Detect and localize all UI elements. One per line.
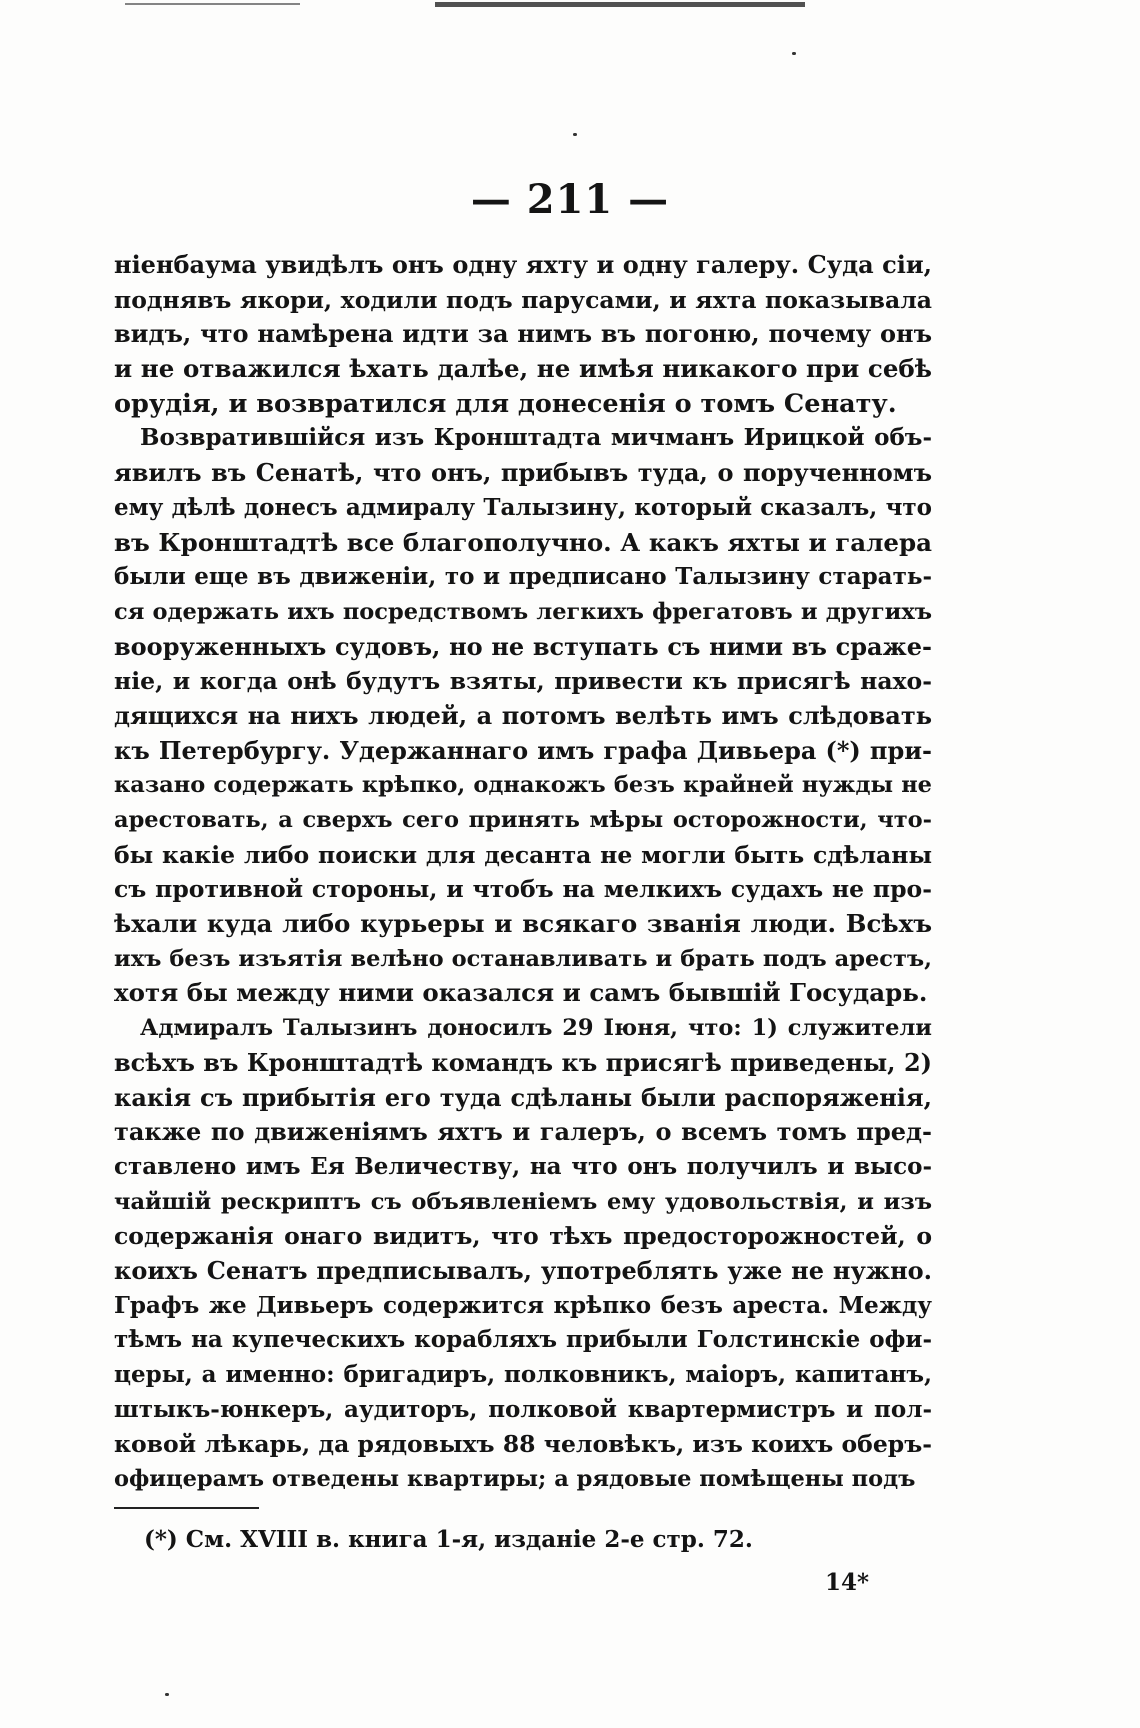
text-line: явилъ въ Сенатѣ, что онъ, прибывъ туда, о порученномъ — [114, 458, 932, 488]
print-speck — [573, 133, 577, 136]
text-line: ковой лѣкарь, да рядовыхъ 88 человѣкъ, изъ коихъ оберъ- — [114, 1430, 932, 1459]
print-speck — [165, 1693, 169, 1696]
text-line: арестовать, а сверхъ сего принять мѣры осторожности, что- — [114, 807, 932, 833]
text-line: чайшій рескриптъ съ объявленіемъ ему удовольствія, и изъ — [114, 1188, 932, 1215]
text-line: видъ, что намѣрена идти за нимъ въ погоню, почему онъ — [114, 319, 932, 349]
text-line: коихъ Сенатъ предписывалъ, употреблять уже не нужно. — [114, 1255, 932, 1285]
text-line: штыкъ-юнкеръ, аудиторъ, полковой квартермистръ и пол- — [114, 1395, 932, 1423]
footnote: (*) См. XVIII в. книга 1-я, изданіе 2-е стр. 72. — [144, 1526, 753, 1553]
body-text — [114, 248, 932, 1497]
text-line: ніенбаума увидѣлъ онъ одну яхту и одну галеру. Суда сіи, — [114, 250, 932, 279]
top-edge-rule-right — [435, 2, 805, 7]
signature-mark: 14* — [825, 1569, 870, 1596]
top-edge-rule-left — [125, 3, 300, 5]
text-line: казано содержать крѣпко, однакожъ безъ крайней нужды не — [114, 772, 932, 799]
text-line: въ Кронштадтѣ все благополучно. А какъ яхты и галера — [114, 527, 932, 557]
text-line: ѣхали куда либо курьеры и всякаго званія люди. Всѣхъ — [114, 909, 932, 939]
text-line: ставлено имъ Ея Величеству, на что онъ получилъ и высо- — [114, 1152, 932, 1180]
page-number: — 211 — — [470, 176, 670, 223]
text-line: ніе, и когда онѣ будутъ взяты, привести къ присягѣ нахо- — [114, 667, 932, 696]
text-line: содержанія онаго видитъ, что тѣхъ предосторожностей, о — [114, 1222, 932, 1251]
text-line: были еще въ движеніи, то и предписано Талызину старать- — [114, 563, 932, 591]
text-line: бы какіе либо поиски для десанта не могли быть сдѣланы — [114, 840, 932, 869]
text-line: тѣмъ на купеческихъ корабляхъ прибыли Голстинскіе офи- — [114, 1326, 932, 1354]
text-line: офицерамъ отведены квартиры; а рядовые помѣщены подъ — [114, 1466, 916, 1493]
text-line: церы, а именно: бригадиръ, полковникъ, маіоръ, капитанъ, — [114, 1361, 932, 1388]
text-line: хотя бы между ними оказался и самъ бывшій Государь. — [114, 978, 928, 1008]
text-line: Графъ же Дивьеръ содержится крѣпко безъ ареста. Между — [114, 1291, 932, 1319]
text-line: ся одержать ихъ посредствомъ легкихъ фрегатовъ и другихъ — [114, 598, 932, 625]
text-line: всѣхъ въ Кронштадтѣ командъ къ присягѣ приведены, 2) — [114, 1047, 932, 1077]
text-line: дящихся на нихъ людей, а потомъ велѣть имъ слѣдовать — [114, 700, 932, 730]
text-line: какія съ прибытія его туда сдѣланы были распоряженія, — [114, 1082, 932, 1112]
text-line: съ противной стороны, и чтобъ на мелкихъ судахъ не про- — [114, 875, 932, 904]
text-line: ему дѣлѣ донесъ адмиралу Талызину, который сказалъ, что — [114, 493, 932, 521]
text-line: Возвратившійся изъ Кронштадта мичманъ Ирицкой объ- — [140, 424, 932, 452]
text-line: ихъ безъ изъятія велѣно останавливать и брать подъ арестъ, — [114, 945, 932, 972]
text-line: орудія, и возвратился для донесенія о томъ Сенату. — [114, 388, 897, 419]
text-line: вооруженныхъ судовъ, но не вступать съ ними въ сраже- — [114, 631, 932, 661]
text-line: къ Петербургу. Удержаннаго имъ графа Дивьера (*) при- — [114, 735, 932, 765]
text-line: Адмиралъ Талызинъ доносилъ 29 Іюня, что: 1) служители — [140, 1015, 932, 1042]
print-speck — [792, 52, 796, 55]
text-line: также по движеніямъ яхтъ и галеръ, о всемъ томъ пред- — [114, 1117, 932, 1147]
text-line: и не отважился ѣхать далѣе, не имѣя никакого при себѣ — [114, 354, 932, 384]
footnote-rule — [114, 1507, 259, 1509]
text-line: поднявъ якори, ходили подъ парусами, и яхта показывала — [114, 285, 932, 314]
